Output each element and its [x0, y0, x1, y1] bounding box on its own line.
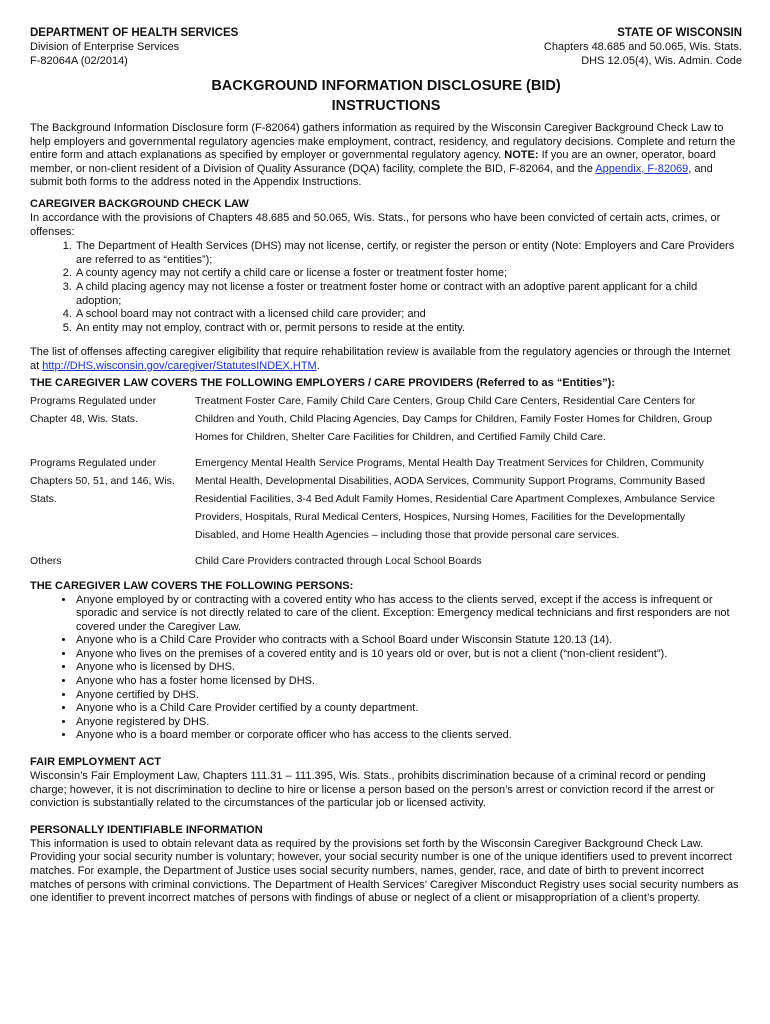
list-item: • Anyone who has a foster home licensed by DHS. — [75, 675, 742, 689]
caregiver-law-item: 3. A child placing agency may not license a foster or treatment foster home or contract with an adoptive parent applicant for a child adoption; — [75, 281, 742, 308]
entities-table — [30, 392, 742, 570]
caregiver-law-item: 5. An entity may not employ, contract with or, permit persons to reside at the entity. — [75, 322, 742, 336]
document-page — [30, 26, 742, 906]
appendix-link[interactable]: Appendix, F-82069 — [595, 162, 689, 175]
entity-category-cell — [30, 392, 195, 446]
entity-category-line: Chapter 48, Wis. Stats. — [30, 412, 138, 425]
list-item: • Anyone who is a Child Care Provider certified by a county department. — [75, 702, 742, 716]
entity-list-line: Treatment Foster Care, Family Child Care Centers, Group Child Care Centers, Residential Care Centers for — [195, 394, 696, 407]
form-id: F-82064A (02/2014) — [30, 55, 128, 67]
caregiver-law-heading: CAREGIVER BACKGROUND CHECK LAW — [30, 197, 249, 210]
fair-employment-heading: FAIR EMPLOYMENT ACT — [30, 756, 161, 769]
fair-employment-text: Wisconsin’s Fair Employment Law, Chapters 111.31 – 111.395, Wis. Stats., prohibits discrimination because of a criminal record or pending charge; however, it is not discrimination to decline to hire or license a person based on the person’s arrest or conviction record if the arrest or conviction is substantially related to the circumstances of the particular job or licensed activity. — [30, 770, 714, 810]
entity-list-line: Emergency Mental Health Service Programs, Mental Health Day Treatment Services for Children, Community — [195, 456, 704, 469]
entity-category-cell — [30, 552, 195, 570]
note-label: NOTE: — [504, 149, 539, 162]
statute-reference: Chapters 48.685 and 50.065, Wis. Stats. — [543, 41, 742, 53]
persons-list — [30, 594, 742, 744]
entity-category-cell — [30, 454, 195, 544]
persons-heading: THE CAREGIVER LAW COVERS THE FOLLOWING PERSONS: — [30, 579, 354, 592]
intro-text-3: , and submit both forms to the address noted in the Appendix Instructions. — [30, 162, 713, 189]
page-title — [30, 76, 742, 116]
state-name: STATE OF WISCONSIN — [617, 27, 742, 39]
entity-category-line: Stats. — [30, 492, 57, 505]
list-item: • Anyone who is licensed by DHS. — [75, 661, 742, 675]
pii-heading: PERSONALLY IDENTIFIABLE INFORMATION — [30, 823, 263, 836]
header-left — [30, 26, 238, 68]
entities-heading: THE CAREGIVER LAW COVERS THE FOLLOWING EMPLOYERS / CARE PROVIDERS (Referred to as “Entities”): — [30, 376, 615, 389]
entity-list-line: Mental Health, Developmental Disabilities, AODA Services, Community Support Programs, Community Based — [195, 474, 706, 487]
caregiver-law-list — [30, 240, 742, 335]
table-row — [30, 454, 742, 544]
offenses-text: The list of offenses affecting caregiver eligibility that require rehabilitation review is available from the regulatory agencies or through the Internet at — [30, 346, 731, 372]
entity-category-line: Programs Regulated under — [30, 456, 157, 469]
pii-text: This information is used to obtain relevant data as required by the provisions set forth by the Wisconsin Caregiver Background Check Law. Providing your social security number is voluntary; however, your social security number is one of the unique identifiers used to prevent incorrect matches. For example, the Department of Justice uses social security numbers, names, gender, race, and date of birth to prevent incorrect matches of persons with criminal convictions. The Department of Health Services’ Caregiver Misconduct Registry uses social security numbers as one identifier to prevent incorrect matches of persons with findings of abuse or neglect of a client or misappropriation of a client’s property. — [30, 837, 739, 905]
caregiver-law-intro: In accordance with the provisions of Chapters 48.685 and 50.065, Wis. Stats., for persons who have been convicted of certain acts, crimes, or offenses: — [30, 211, 721, 238]
list-item: • Anyone who is a board member or corporate officer who has access to the clients served. — [75, 729, 742, 743]
entity-list-line: Children and Youth, Child Placing Agencies, Day Camps for Children, Family Foster Homes for Children, Group — [195, 412, 713, 425]
entity-list-cell — [195, 552, 742, 570]
list-item: • Anyone who lives on the premises of a covered entity and is 10 years old or over, but is not a client (“non-client resident”). — [75, 648, 742, 662]
entity-list-line: Providers, Hospitals, Rural Medical Centers, Hospices, Nursing Homes, Facilities for the Developmentally — [195, 510, 686, 523]
list-item: • Anyone certified by DHS. — [75, 689, 742, 703]
entity-list-line: Disabled, and Home Health Agencies – including those that provide personal care services. — [195, 528, 620, 541]
title-line-2: INSTRUCTIONS — [331, 98, 441, 114]
offenses-end: . — [316, 359, 320, 372]
list-item: • Anyone who is a Child Care Provider who contracts with a School Board under Wisconsin Statute 120.13 (14). — [75, 634, 742, 648]
entity-list-line: Homes for Children, Shelter Care Facilities for Children, and Certified Family Child Care. — [195, 430, 606, 443]
caregiver-law-item: 1. The Department of Health Services (DHS) may not license, certify, or register the person or entity (Note: Employers and Care Providers are referred to as “entities”); — [75, 240, 742, 267]
entity-category-line: Programs Regulated under — [30, 394, 157, 407]
title-line-1: BACKGROUND INFORMATION DISCLOSURE (BID) — [211, 78, 561, 94]
entity-category-line: Others — [30, 554, 62, 567]
caregiver-law-item: 2. A county agency may not certify a child care or license a foster or treatment foster home; — [75, 267, 742, 281]
entity-list-line: Residential Facilities, 3-4 Bed Adult Family Homes, Residential Care Apartment Complexes, Ambulance Service — [195, 492, 715, 505]
form-header — [30, 26, 742, 68]
admin-code-reference: DHS 12.05(4), Wis. Admin. Code — [581, 55, 742, 67]
entity-list-line: Child Care Providers contracted through Local School Boards — [195, 554, 482, 567]
entity-list-cell — [195, 454, 742, 544]
intro-paragraph — [30, 122, 742, 190]
entity-list-cell — [195, 392, 742, 446]
list-item: • Anyone employed by or contracting with a covered entity who has access to the clients served, except if the access is infrequent or sporadic and service is not directly related to care of the client. Exception: Emergency medical technicians and first responders are not covered under the Caregiver Law. — [75, 594, 742, 635]
department-name: DEPARTMENT OF HEALTH SERVICES — [30, 27, 239, 39]
intro-text-2: If you are an owner, operator, board member, or non-client resident of a Division of Quality Assurance (DQA) facility, complete the BID, F-82064, and the — [30, 149, 716, 175]
statutes-index-link[interactable]: http://DHS.wisconsin.gov/caregiver/StatutesINDEX.HTM — [42, 359, 317, 372]
header-right — [544, 26, 742, 68]
intro-text-1: The Background Information Disclosure form (F-82064) gathers information as required by the Wisconsin Caregiver Background Check Law to help employers and governmental regulatory agencies make employment, contract, residency, and regulatory decisions. Complete and return the entire form and attach explanations as specified by employer or governmental regulatory agency. — [30, 122, 736, 162]
table-row — [30, 552, 742, 570]
caregiver-law-item: 4. A school board may not contract with a licensed child care provider; and — [75, 308, 742, 322]
list-item: • Anyone registered by DHS. — [75, 716, 742, 730]
division-name: Division of Enterprise Services — [30, 41, 180, 53]
table-row — [30, 392, 742, 446]
entity-category-line: Chapters 50, 51, and 146, Wis. — [30, 474, 175, 487]
offenses-paragraph — [30, 346, 742, 373]
